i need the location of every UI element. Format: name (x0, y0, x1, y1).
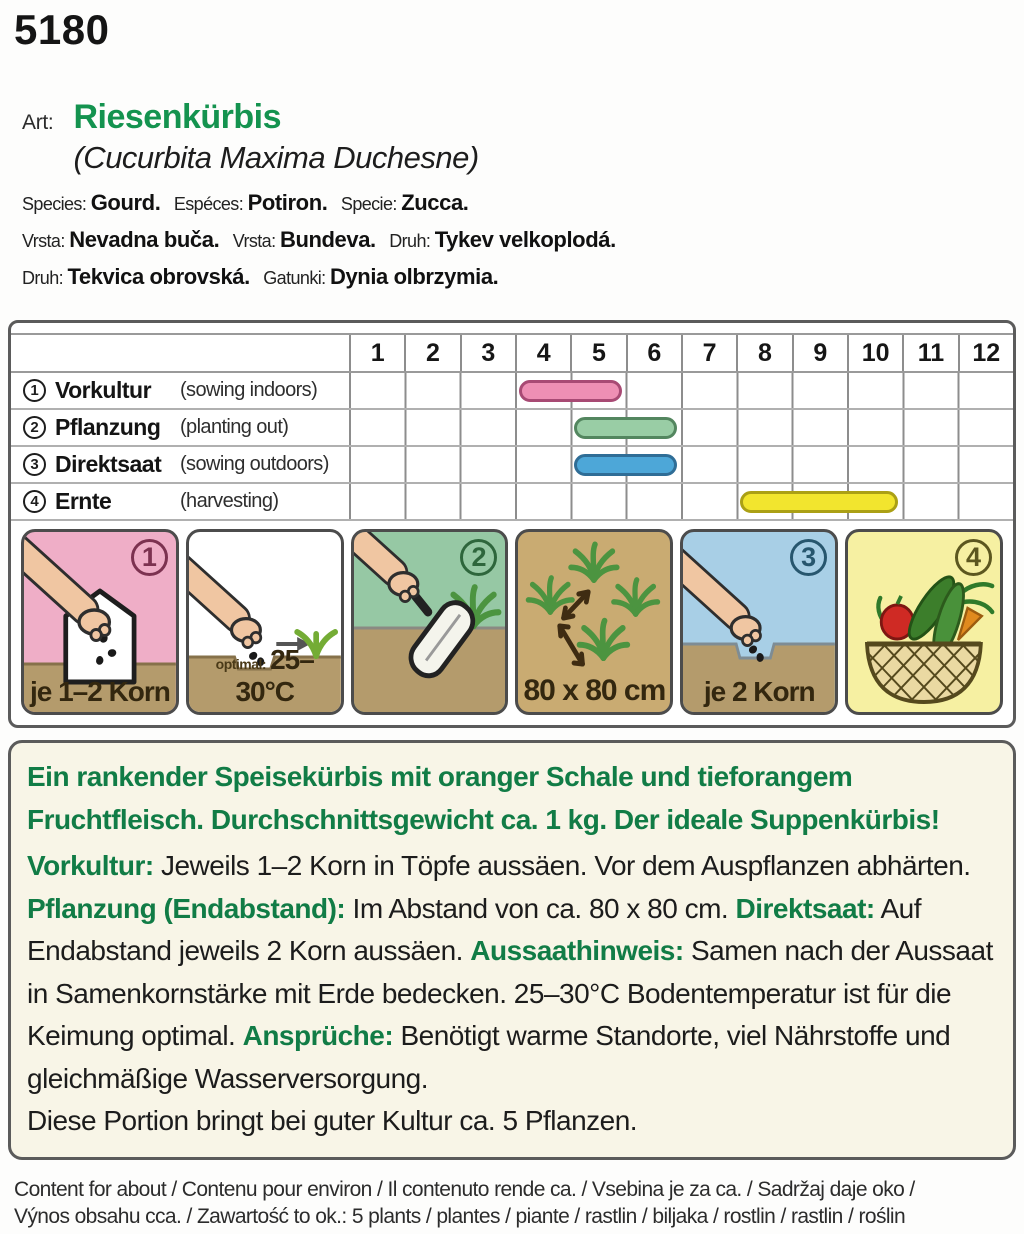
month-label: 11 (902, 335, 957, 371)
body-text: Im Abstand von ca. 80 x 80 cm. (345, 892, 736, 924)
month-label: 12 (958, 335, 1013, 371)
content-statement-line1: Content for about / Contenu pour environ / Il contenuto rende ca. / Vsebina je za ca. / Sadržaj daje oko / (14, 1178, 915, 1201)
species-line (22, 260, 625, 297)
pictogram-direct-sow (680, 529, 838, 715)
species-value: Potiron. (247, 190, 328, 215)
step-number-icon: 4 (23, 490, 46, 513)
calendar-row-pflanzung (11, 410, 1013, 447)
row-label-en: (sowing outdoors) (180, 453, 329, 475)
month-label: 5 (570, 335, 625, 371)
body-text: Benötigt warme Standorte, viel Nährstoffe und gleichmäßige Wasserversorgung. (27, 1020, 951, 1094)
species-label: Espéces: (173, 194, 244, 214)
content-statement (14, 1176, 1014, 1230)
species-line (22, 186, 625, 223)
row-label-en: (sowing indoors) (180, 379, 318, 401)
sowing-calendar (11, 333, 1013, 521)
direktsaat-period-bar (574, 454, 677, 476)
description-box (8, 740, 1016, 1160)
pictogram-sow-in-pots (21, 529, 179, 715)
keyword: Direktsaat: (735, 892, 875, 924)
month-label: 6 (626, 335, 681, 371)
species-label: Specie: (340, 194, 397, 214)
pictogram-row (21, 529, 1003, 715)
step-badge-4: 4 (955, 539, 992, 576)
species-label: Species: (22, 194, 87, 214)
content-statement-line2: Výnos obsahu cca. / Zawartość to ok.: 5 plants / plantes / piante / rastlin / biljaka / rostlin / rastlin / roślin (14, 1205, 906, 1228)
calendar-row-direktsaat (11, 447, 1013, 484)
care-instructions (27, 845, 997, 1100)
botanical-name: (Cucurbita Maxima Duchesne) (73, 140, 479, 175)
keyword: Vorkultur: (27, 850, 154, 882)
row-label-de: Vorkultur (55, 377, 152, 403)
pictogram-plant-out-trowel (351, 529, 509, 715)
pictogram-germination-temperature (186, 529, 344, 715)
step-badge-2: 2 (460, 539, 497, 576)
calendar-row-vorkultur (11, 373, 1013, 410)
calendar-row-ernte (11, 484, 1013, 521)
species-value: Tykev velkoplodá. (434, 227, 616, 252)
step-number-icon: 3 (23, 453, 46, 476)
pictogram-caption (189, 644, 341, 708)
body-text: Auf Endabstand jeweils 2 Korn aussäen. (27, 892, 921, 967)
month-label: 4 (515, 335, 570, 371)
pictogram-caption: 80 x 80 cm (523, 674, 666, 707)
body-text: Jeweils 1–2 Korn in Töpfe aussäen. Vor dem Auspflanzen abhärten. (153, 850, 971, 882)
row-label-de: Direktsaat (55, 451, 162, 477)
species-translations (22, 186, 625, 297)
pictogram-plant-spacing (515, 529, 673, 715)
pictogram-caption: je 2 Korn (703, 676, 815, 707)
variety-name: Riesenkürbis (73, 98, 282, 136)
month-label: 9 (792, 335, 847, 371)
vorkultur-period-bar (519, 380, 622, 402)
month-label: 1 (349, 335, 404, 371)
caption-value: 25–30°C (235, 644, 314, 707)
art-label: Art: (22, 111, 54, 134)
step-badge-1: 1 (131, 539, 168, 576)
row-label-en: (planting out) (180, 416, 289, 438)
keyword: Ansprüche: (242, 1020, 394, 1052)
species-value: Bundeva. (279, 227, 376, 252)
step-number-icon: 2 (23, 416, 46, 439)
art-row (22, 98, 479, 176)
month-header-row (11, 333, 1013, 373)
sowing-calendar-box (8, 320, 1016, 728)
species-label: Druh: (389, 231, 431, 251)
caption-prefix: optimal: (215, 656, 267, 672)
item-number: 5180 (14, 6, 110, 53)
species-label: Druh: (22, 268, 64, 288)
species-value: Tekvica obrovská. (67, 264, 250, 289)
row-label-de: Ernte (55, 488, 112, 514)
month-label: 2 (404, 335, 459, 371)
pictogram-caption: je 1–2 Korn (29, 676, 170, 707)
step-badge-3: 3 (790, 539, 827, 576)
row-label-de: Pflanzung (55, 414, 161, 440)
body-text: Samen nach der Aussaat in Samenkornstärke mit Erde bedecken. 25–30°C Bodentemperatur ist für die Keimung optimal. (27, 935, 993, 1052)
month-label: 8 (736, 335, 791, 371)
species-value: Dynia olbrzymia. (329, 264, 499, 289)
species-label: Gatunki: (263, 268, 326, 288)
month-label: 10 (847, 335, 902, 371)
species-value: Gourd. (90, 190, 161, 215)
species-value: Zucca. (401, 190, 469, 215)
pictogram-harvest-basket (845, 529, 1003, 715)
keyword: Aussaathinweis: (470, 935, 684, 967)
variety-description: Ein rankender Speisekürbis mit oranger Schale und tieforangem Fruchtfleisch. Durchschnittsgewicht ca. 1 kg. Der ideale Suppenkürbis! (27, 761, 940, 835)
row-label-en: (harvesting) (180, 490, 279, 512)
month-label: 7 (681, 335, 736, 371)
pflanzung-period-bar (574, 417, 677, 439)
species-label: Vrsta: (232, 231, 276, 251)
yield-note: Diese Portion bringt bei guter Kultur ca. 5 Pflanzen. (27, 1105, 638, 1137)
ernte-period-bar (740, 491, 898, 513)
species-value: Nevadna buča. (69, 227, 220, 252)
keyword: Pflanzung (Endabstand): (27, 892, 346, 924)
month-label: 3 (460, 335, 515, 371)
step-number-icon: 1 (23, 379, 46, 402)
species-label: Vrsta: (22, 231, 65, 251)
species-line (22, 223, 625, 260)
